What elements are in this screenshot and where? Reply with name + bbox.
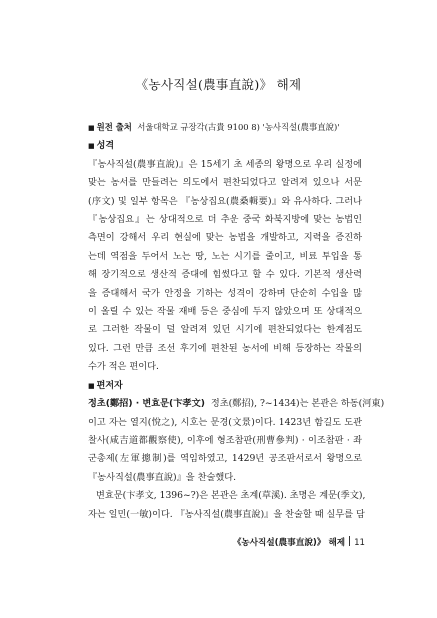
paragraph-line: 있다. 그런 만큼 조선 후기에 편찬된 농서에 비해 등장하는 작물의 xyxy=(88,342,362,354)
compilers-names: 정초(鄭招) · 변효문(卞孝文) xyxy=(88,398,205,410)
paragraph-line: (序文) 및 일부 항목은 『농상집요(農桑輯要)』와 유사하다. 그러나 xyxy=(88,195,362,207)
paragraph-line: 해 장기적으로 생산적 증대에 힘썼다고 할 수 있다. 기본적 생산력 xyxy=(88,269,362,281)
paragraph-line: 이 올릴 수 있는 작물 재배 등은 중심에 두지 않았으며 또 상대적으 xyxy=(88,306,362,318)
section-heading-compilers xyxy=(88,377,362,395)
source-text: 서울대학교 규장각(古貴 9100 8) '농사직설(農事直說)' xyxy=(137,122,340,132)
paragraph-line: 자는 일민(一敏)이다. 『농사직설(農事直說)』을 찬술할 때 실무를 담 xyxy=(88,508,365,520)
footer-title: 《농사직설(農事直說)》 해제 xyxy=(232,538,346,548)
footer-divider xyxy=(349,536,350,546)
body-content xyxy=(88,118,385,524)
running-footer xyxy=(233,536,365,548)
square-bullet-icon: ■ xyxy=(88,124,95,132)
paragraph-line: 이고 자는 열지(悅之), 시호는 문경(文景)이다. 1423년 함길도 도관 xyxy=(88,416,362,428)
page-number: 11 xyxy=(354,538,365,548)
source-heading: 원전 출처 xyxy=(96,122,132,132)
paragraph-line: 맞는 농서를 만들려는 의도에서 편찬되었다고 알려져 있으나 서문 xyxy=(88,177,362,189)
paragraph-line xyxy=(88,395,385,413)
square-bullet-icon: ■ xyxy=(88,142,95,151)
compilers-heading: 편저자 xyxy=(96,380,123,391)
section-heading-nature xyxy=(88,137,362,155)
paragraph-line: 측면이 강해서 우리 현실에 맞는 농법을 개발하고, 지력을 증진하 xyxy=(88,232,362,244)
paragraph-line: 『농상집요』는 상대적으로 더 추운 중국 화북지방에 맞는 농법인 xyxy=(88,214,362,226)
paragraph-line: 수가 적은 편이다. xyxy=(88,361,159,373)
compilers-line-text: 정초(鄭招), ?~1434)는 본관은 하동(河東) xyxy=(210,398,385,410)
paragraph-line: 는데 역점을 두어서 노는 땅, 노는 시기를 줄이고, 비료 투입을 통 xyxy=(88,250,362,262)
nature-heading: 성격 xyxy=(96,141,115,152)
page-title: 《농사직설(農事直說)》 해제 xyxy=(135,77,302,92)
paragraph-line: 찰사(咸吉道都觀察使), 이후에 형조참판(刑曹參判) · 이조참판 · 좌 xyxy=(88,434,362,446)
paragraph-line: 을 증대해서 국가 안정을 기하는 성격이 강하며 단순히 수입을 많 xyxy=(88,287,362,299)
paragraph-line: 로 그러한 작물이 덜 알려져 있던 시기에 편찬되었다는 한계점도 xyxy=(88,324,362,336)
paragraph-line: 변효문(卞孝文, 1396~?)은 본관은 초계(草溪). 초명은 계문(季文), xyxy=(96,490,366,502)
source-line xyxy=(88,118,362,137)
paragraph-line: 『농사직설(農事直說)』을 찬술했다. xyxy=(88,471,237,483)
paragraph-line: 군총제(左軍摠制)를 역임하였고, 1429년 공조판서로서 왕명으로 xyxy=(88,453,362,465)
paragraph-line: 『농사직설(農事直說)』은 15세기 초 세종의 왕명으로 우리 실정에 xyxy=(88,158,362,170)
square-bullet-icon: ■ xyxy=(88,381,95,390)
